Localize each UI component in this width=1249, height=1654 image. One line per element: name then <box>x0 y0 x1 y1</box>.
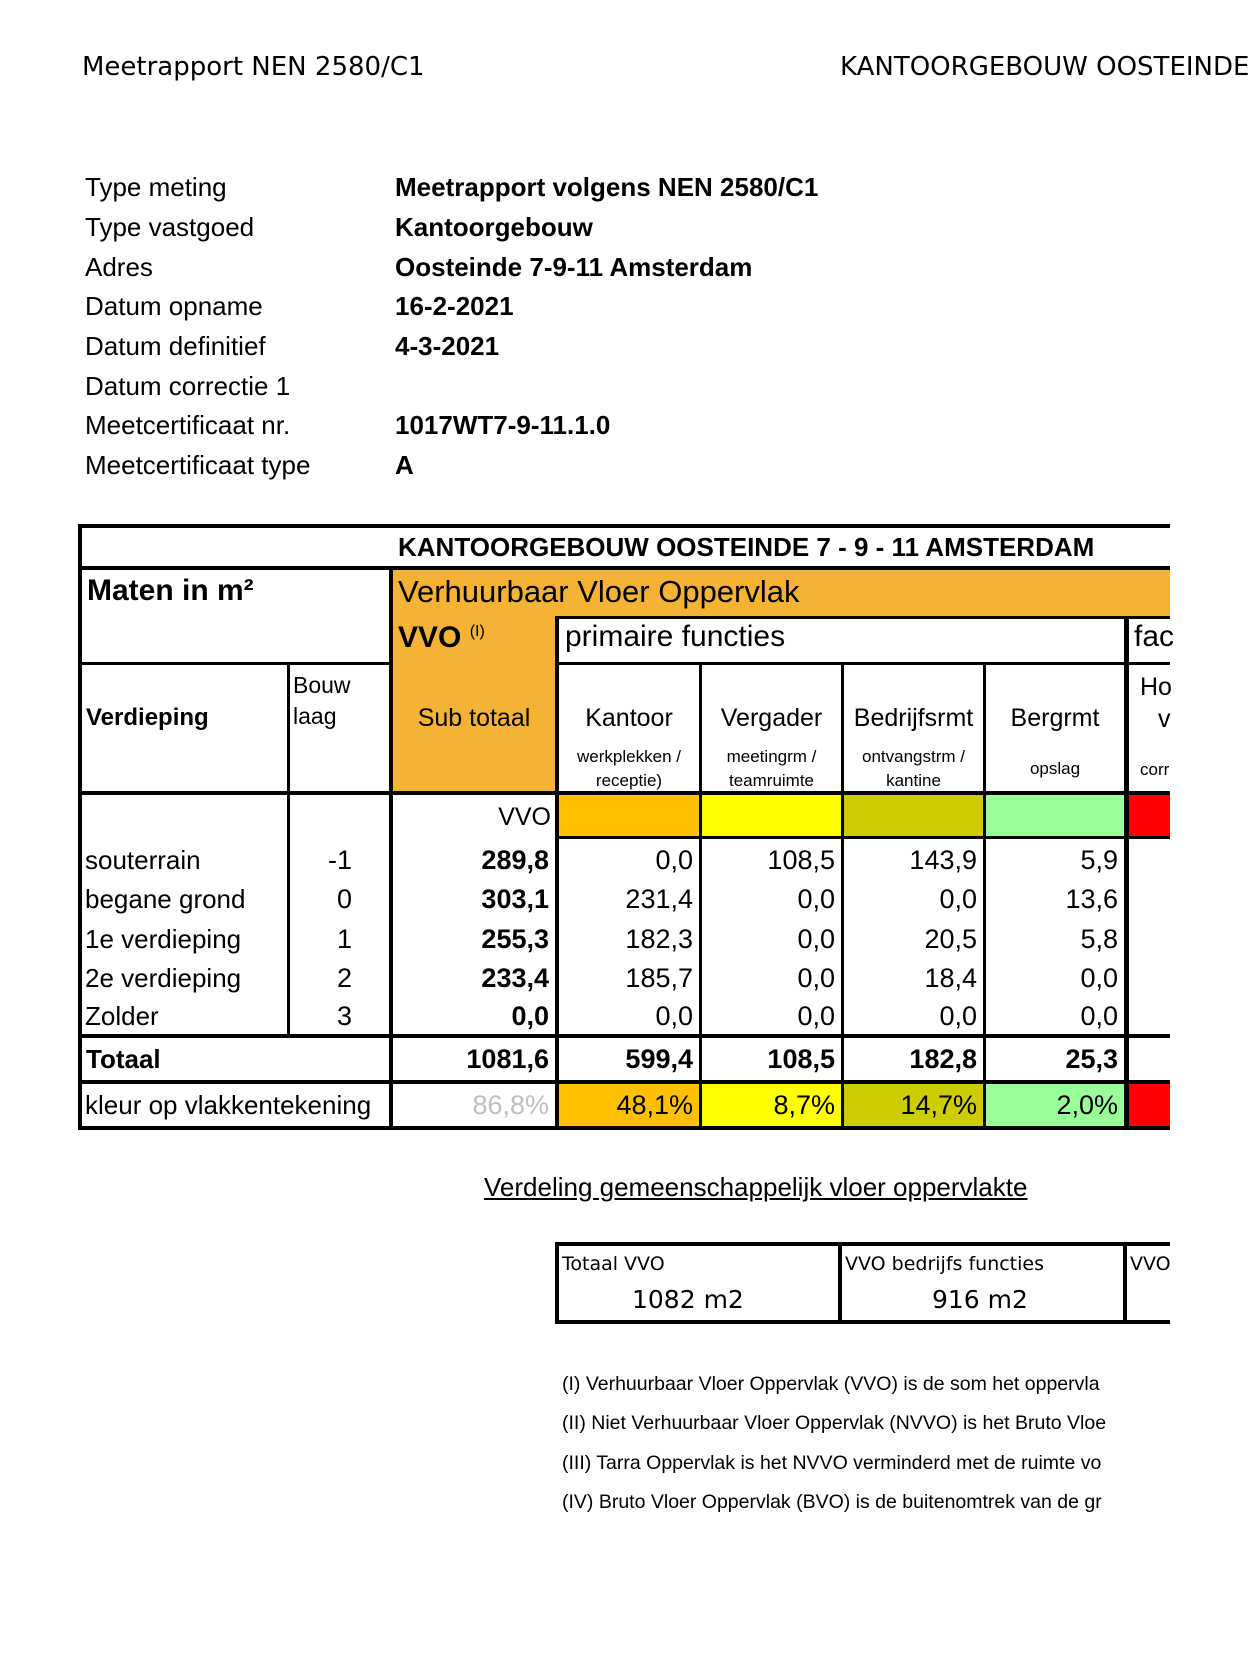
report-header-right: KANTOORGEBOUW OOSTEINDE <box>840 52 1249 82</box>
col-vergader-sub <box>702 745 841 793</box>
bergrmt-pct: 2,0% <box>1056 1089 1118 1120</box>
info-row <box>85 287 818 327</box>
vergader-value: 0,0 <box>797 1000 835 1031</box>
info-value: Kantoorgebouw <box>395 212 593 243</box>
floor-level: 1 <box>336 923 352 954</box>
bergrmt-color-swatch <box>986 795 1124 836</box>
bedrijfsrmt-color-swatch <box>844 795 983 836</box>
kantoor-color-swatch <box>559 795 699 836</box>
floor-level: -1 <box>327 844 352 875</box>
totaal-bedrijfsrmt: 182,8 <box>909 1043 977 1074</box>
info-value: Oosteinde 7-9-11 Amsterdam <box>395 251 753 282</box>
totaal-kantoor: 599,4 <box>625 1043 693 1074</box>
info-label: Type vastgoed <box>85 212 255 243</box>
footnote: (I) Verhuurbaar Vloer Oppervlak (VVO) is de som het oppervla <box>562 1373 1100 1395</box>
box-divider <box>838 1242 842 1324</box>
info-value: Meetrapport volgens NEN 2580/C1 <box>395 172 819 203</box>
vvo-footnote-ref: (I) <box>469 623 485 640</box>
totaal-subtotal: 1081,6 <box>466 1043 549 1074</box>
col-sub-line: werkplekken / <box>577 747 681 766</box>
floor-subtotal: 289,8 <box>481 844 549 875</box>
verdieping-header: Verdieping <box>86 704 209 731</box>
col-bedrijfsrmt-sub <box>844 745 983 793</box>
totaal-label: Totaal <box>86 1043 161 1074</box>
bedrijfsrmt-value: 18,4 <box>924 963 977 993</box>
info-row <box>85 247 818 287</box>
info-row <box>85 208 818 248</box>
maten-label: Maten in m² <box>87 574 254 607</box>
totaal-vvo-value: 1082 m2 <box>632 1285 744 1314</box>
box-border-left <box>555 1242 559 1324</box>
table-line <box>555 662 1170 665</box>
col-partial-line1: Ho <box>1140 673 1172 701</box>
floor-name: 2e verdieping <box>85 963 242 993</box>
vvo-label <box>398 621 485 655</box>
col-sub-line: kantine <box>886 771 941 790</box>
bergrmt-value: 0,0 <box>1080 963 1118 993</box>
box-border-bottom <box>555 1320 1170 1324</box>
floor-subtotal: 255,3 <box>481 923 549 954</box>
red-color-swatch <box>1129 795 1170 836</box>
red-pct-fill <box>1129 1084 1170 1126</box>
subtotaal-header: Sub totaal <box>417 703 531 732</box>
floor-level: 3 <box>336 1000 352 1031</box>
kantoor-value: 0,0 <box>655 844 693 875</box>
bedrijfsrmt-value: 0,0 <box>939 884 977 914</box>
info-row <box>85 446 818 486</box>
vergader-value: 0,0 <box>797 923 835 954</box>
bouwlaag-line2: laag <box>293 703 337 729</box>
col-partial-line2: v <box>1158 705 1171 733</box>
primaire-functies-label: primaire functies <box>565 620 786 653</box>
kantoor-value: 185,7 <box>625 963 693 993</box>
table-line <box>555 616 1170 619</box>
table-border-left <box>78 524 82 1130</box>
info-row <box>85 366 818 406</box>
kantoor-pct: 48,1% <box>616 1089 693 1120</box>
vvo-partial-label: VVO <box>1130 1253 1171 1275</box>
col-kantoor-sub <box>559 745 699 793</box>
info-value: 4-3-2021 <box>395 331 500 362</box>
info-label: Meetcertificaat nr. <box>85 410 291 441</box>
vvo-title: Verhuurbaar Vloer Oppervlak <box>398 574 800 609</box>
kleur-subtotal-pct: 86,8% <box>472 1089 549 1120</box>
info-label: Adres <box>85 251 153 282</box>
totaal-vvo-label: Totaal VVO <box>562 1253 665 1275</box>
vergader-value: 0,0 <box>797 963 835 993</box>
box-divider <box>1123 1242 1127 1324</box>
vergader-value: 108,5 <box>767 844 835 875</box>
info-row <box>85 406 818 446</box>
info-value: A <box>395 450 414 481</box>
kantoor-value: 0,0 <box>655 1000 693 1031</box>
bouwlaag-line1: Bouw <box>293 672 351 698</box>
bergrmt-value: 13,6 <box>1065 884 1118 914</box>
bergrmt-value: 5,8 <box>1080 923 1118 954</box>
floor-name: begane grond <box>85 884 246 914</box>
verdeling-title: Verdeling gemeenschappelijk vloer oppervlakte <box>484 1172 1028 1202</box>
floor-subtotal: 0,0 <box>511 1000 549 1031</box>
col-sub-line: meetingrm / <box>726 747 817 766</box>
table-line <box>555 836 1170 839</box>
floor-name: Zolder <box>85 1000 159 1031</box>
vvo-short: VVO <box>398 621 462 654</box>
footnote: (II) Niet Verhuurbaar Vloer Oppervlak (NVVO) is het Bruto Vloe <box>562 1412 1107 1434</box>
vergader-value: 0,0 <box>797 884 835 914</box>
info-value: 1017WT7-9-11.1.0 <box>395 410 611 441</box>
info-value: 16-2-2021 <box>395 291 514 322</box>
col-bergrmt-sub: opslag <box>1029 759 1081 778</box>
floor-subtotal: 233,4 <box>481 963 549 993</box>
col-sub-line: receptie) <box>595 771 663 790</box>
vvo-bedrijfs-label: VVO bedrijfs functies <box>845 1253 1044 1275</box>
kantoor-value: 231,4 <box>625 884 693 914</box>
table-line <box>78 662 393 665</box>
bergrmt-value: 5,9 <box>1080 844 1118 875</box>
table-line <box>78 566 1170 570</box>
report-header-left: Meetrapport NEN 2580/C1 <box>82 52 425 82</box>
bedrijfsrmt-value: 143,9 <box>909 844 977 875</box>
col-sub-line: teamruimte <box>728 771 815 790</box>
floor-name: 1e verdieping <box>85 923 242 954</box>
info-label: Meetcertificaat type <box>85 450 311 481</box>
totaal-bergrmt: 25,3 <box>1065 1043 1118 1074</box>
info-label: Datum correctie 1 <box>85 370 291 401</box>
box-border-top <box>555 1242 1170 1246</box>
info-label: Datum opname <box>85 291 263 322</box>
table-line <box>1124 616 1129 1130</box>
col-bergrmt: Bergrmt <box>1010 703 1100 732</box>
table-title: KANTOORGEBOUW OOSTEINDE 7 - 9 - 11 AMSTERDAM <box>398 532 1095 562</box>
col-kantoor: Kantoor <box>585 703 673 732</box>
info-label: Datum definitief <box>85 331 266 362</box>
bouwlaag-header <box>293 670 351 732</box>
bergrmt-value: 0,0 <box>1080 1000 1118 1031</box>
floor-level: 0 <box>336 884 352 914</box>
vvo-bedrijfs-value: 916 m2 <box>932 1285 1028 1314</box>
floor-subtotal: 303,1 <box>481 884 549 914</box>
col-partial-sub: corr <box>1140 760 1170 779</box>
kantoor-value: 182,3 <box>625 923 693 954</box>
floor-level: 2 <box>336 963 352 993</box>
col-sub-line: ontvangstrm / <box>862 747 965 766</box>
col-vergader: Vergader <box>720 703 823 732</box>
table-border-top <box>78 524 1170 528</box>
footnote: (IV) Bruto Vloer Oppervlak (BVO) is de buitenomtrek van de gr <box>562 1491 1102 1513</box>
totaal-vergader: 108,5 <box>767 1043 835 1074</box>
floor-name: souterrain <box>85 844 201 875</box>
info-block <box>85 168 818 486</box>
footnote: (III) Tarra Oppervlak is het NVVO verminderd met de ruimte vo <box>562 1452 1102 1474</box>
info-row <box>85 327 818 367</box>
bedrijfsrmt-pct: 14,7% <box>900 1089 977 1120</box>
bedrijfsrmt-value: 20,5 <box>924 923 977 954</box>
bedrijfsrmt-value: 0,0 <box>939 1000 977 1031</box>
vergader-pct: 8,7% <box>773 1089 835 1120</box>
fac-label: fac <box>1134 620 1175 653</box>
info-label: Type meting <box>85 172 227 203</box>
kleur-label: kleur op vlakkentekening <box>85 1089 372 1120</box>
col-bedrijfsrmt: Bedrijfsrmt <box>853 703 974 732</box>
info-row <box>85 168 818 208</box>
vergader-color-swatch <box>702 795 841 836</box>
table-border-bottom <box>78 1126 1170 1130</box>
vvo-unit: VVO <box>498 802 551 831</box>
